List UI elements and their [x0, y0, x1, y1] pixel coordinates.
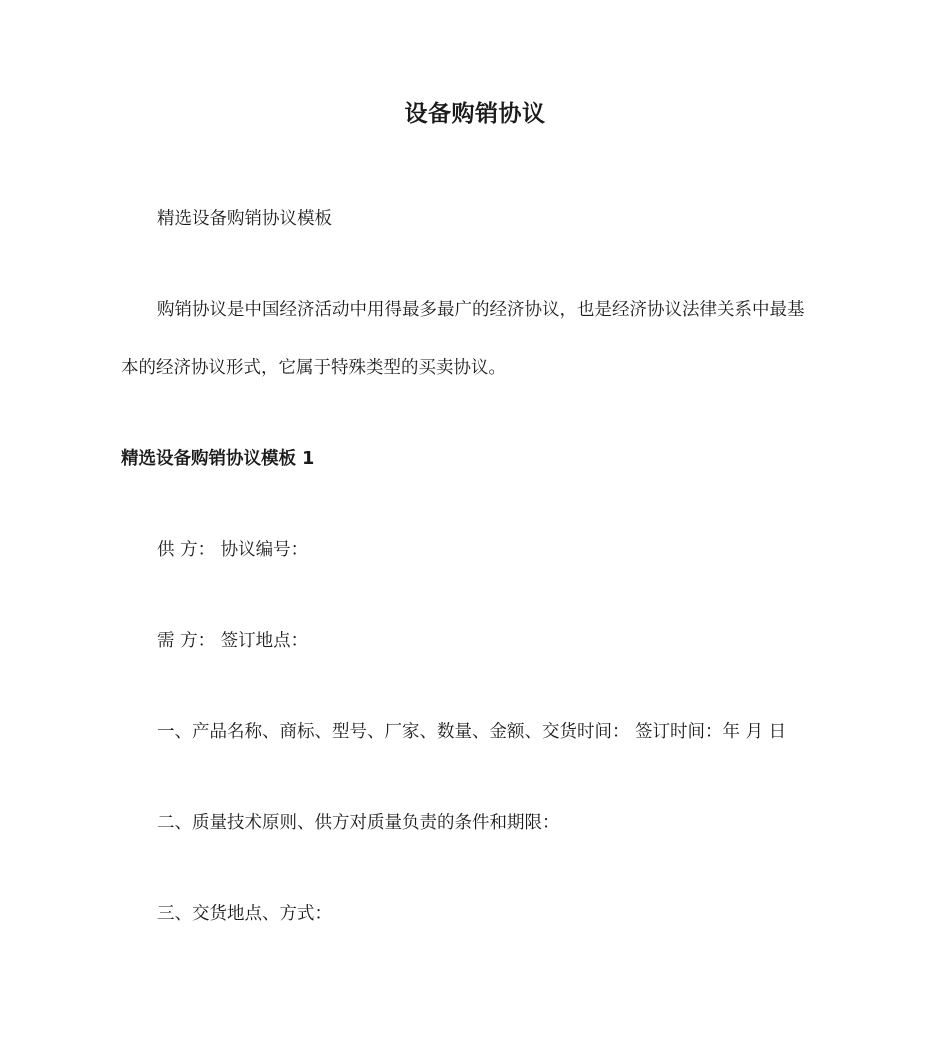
- buyer-line: 需 方： 签订地点：: [157, 631, 309, 651]
- section-heading: 精选设备购销协议模板 1: [121, 449, 315, 469]
- supplier-line: 供 方： 协议编号：: [157, 540, 309, 560]
- clause-2: 二、质量技术原则、供方对质量负责的条件和期限：: [157, 813, 560, 833]
- document-subtitle: 精选设备购销协议模板: [157, 209, 332, 229]
- intro-paragraph-line-2: 本的经济协议形式，它属于特殊类型的买卖协议。: [121, 358, 506, 378]
- document-title: 设备购销协议: [404, 101, 546, 127]
- clause-1: 一、产品名称、商标、型号、厂家、数量、金额、交货时间： 签订时间：年 月 日: [157, 722, 787, 742]
- intro-paragraph-line-1: 购销协议是中国经济活动中用得最多最广的经济协议，也是经济协议法律关系中最基: [157, 300, 805, 320]
- clause-3: 三、交货地点、方式：: [157, 904, 332, 924]
